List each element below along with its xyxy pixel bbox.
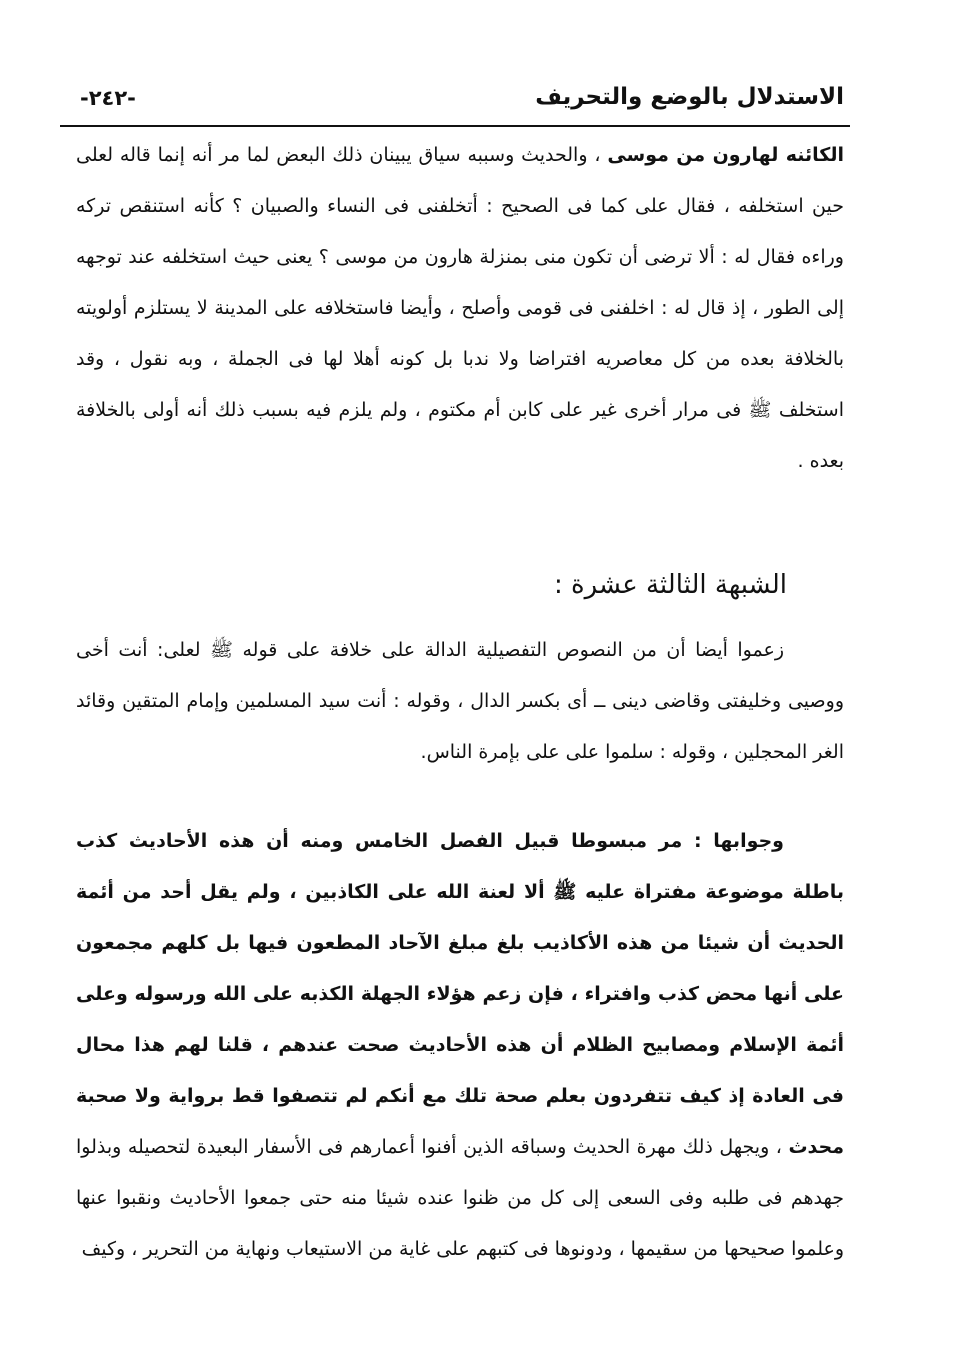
page-number: -٢٤٢-: [80, 86, 136, 110]
header-rule: [60, 125, 850, 127]
paragraph-3: [76, 816, 844, 1275]
page-header: [60, 80, 850, 126]
paragraph-1: [76, 130, 844, 487]
running-title: الاستدلال بالوضع والتحريف: [535, 84, 844, 110]
paragraph-1-lead: الكائنه لهارون من موسى: [607, 144, 844, 166]
section-title: الشبهة الثالثة عشرة :: [554, 570, 787, 600]
paragraph-2: زعموا أيضا أن من النصوص التفصيلية الدالة على خلافة على قوله ﷺ لعلى: أنت أخى ووصيى وخليفتى وقاضى دينى ــ أى بكسر الدال ، وقوله : أنت سيد المسلمين وإمام المتقين وقائد الغر المحجلين ، وقوله : سلموا على على بإمرة الناس.: [76, 639, 844, 763]
paragraph-3-bold: وجوابها : مر مبسوطا قبيل الفصل الخامس ومنه أن هذه الأحاديث كذب باطلة موضوعة مفتراة عليه ﷺ ألا لعنة الله على الكاذبين ، ولم يقل أحد من أئمة الحديث أن شيئا من هذه الأكاذيب بلغ مبلغ الآحاد المطعون فيها بل كلهم مجمعون على أنها محض كذب وافتراء ، فإن زعم هؤلاء الجهلة الكذبه على الله ورسوله وعلى أئمة الإسلام ومصابيح الظلام أن هذه الأحاديث صحت عندهم ، قلنا لهم هذا محال فى العادة إذ كيف تتفردون بعلم صحة تلك مع أنكم لم تتصفوا قط برواية ولا صحبة محدث: [76, 830, 844, 1158]
paragraph-3-text: ، ويجهل ذلك مهرة الحديث وسباقه الذين أفنوا أعمارهم فى الأسفار البعيدة لتحصيله وبذلوا جهدهم فى طلبه وفى السعى إلى كل من ظنوا عنده شيئا منه حتى جمعوا الأحاديث ونقبوا عنها وعلموا صحيحها من سقيمها ، ودونوها فى كتبهم على غاية من الاستيعاب ونهاية من التحرير ، وكيف: [76, 1136, 844, 1260]
paragraph-1-text: ، والحديث وسببه سياق يبينان ذلك البعض لما مر أنه إنما قاله لعلى حين استخلفه ، فقال على كما فى الصحيح : أتخلفنى فى النساء والصبيان ؟ كأنه استنقص تركه وراءه فقال له : ألا ترضى أن تكون منى بمنزلة هارون من موسى ؟ يعنى حيث استخلفه عند توجهه إلى الطور ، إذ قال له : اخلفنى فى قومى وأصلح ، وأيضا فاستخلافه على المدينة لا يستلزم أولويته بالخلافة بعده من كل معاصريه افتراضا ولا ندبا بل كونه أهلا لها فى الجملة ، وبه نقول ، وقد استخلف ﷺ فى مرار أخرى غير على كابن أم مكتوم ، ولم يلزم فيه بسبب ذلك أنه أولى بالخلافة بعده .: [76, 144, 844, 472]
